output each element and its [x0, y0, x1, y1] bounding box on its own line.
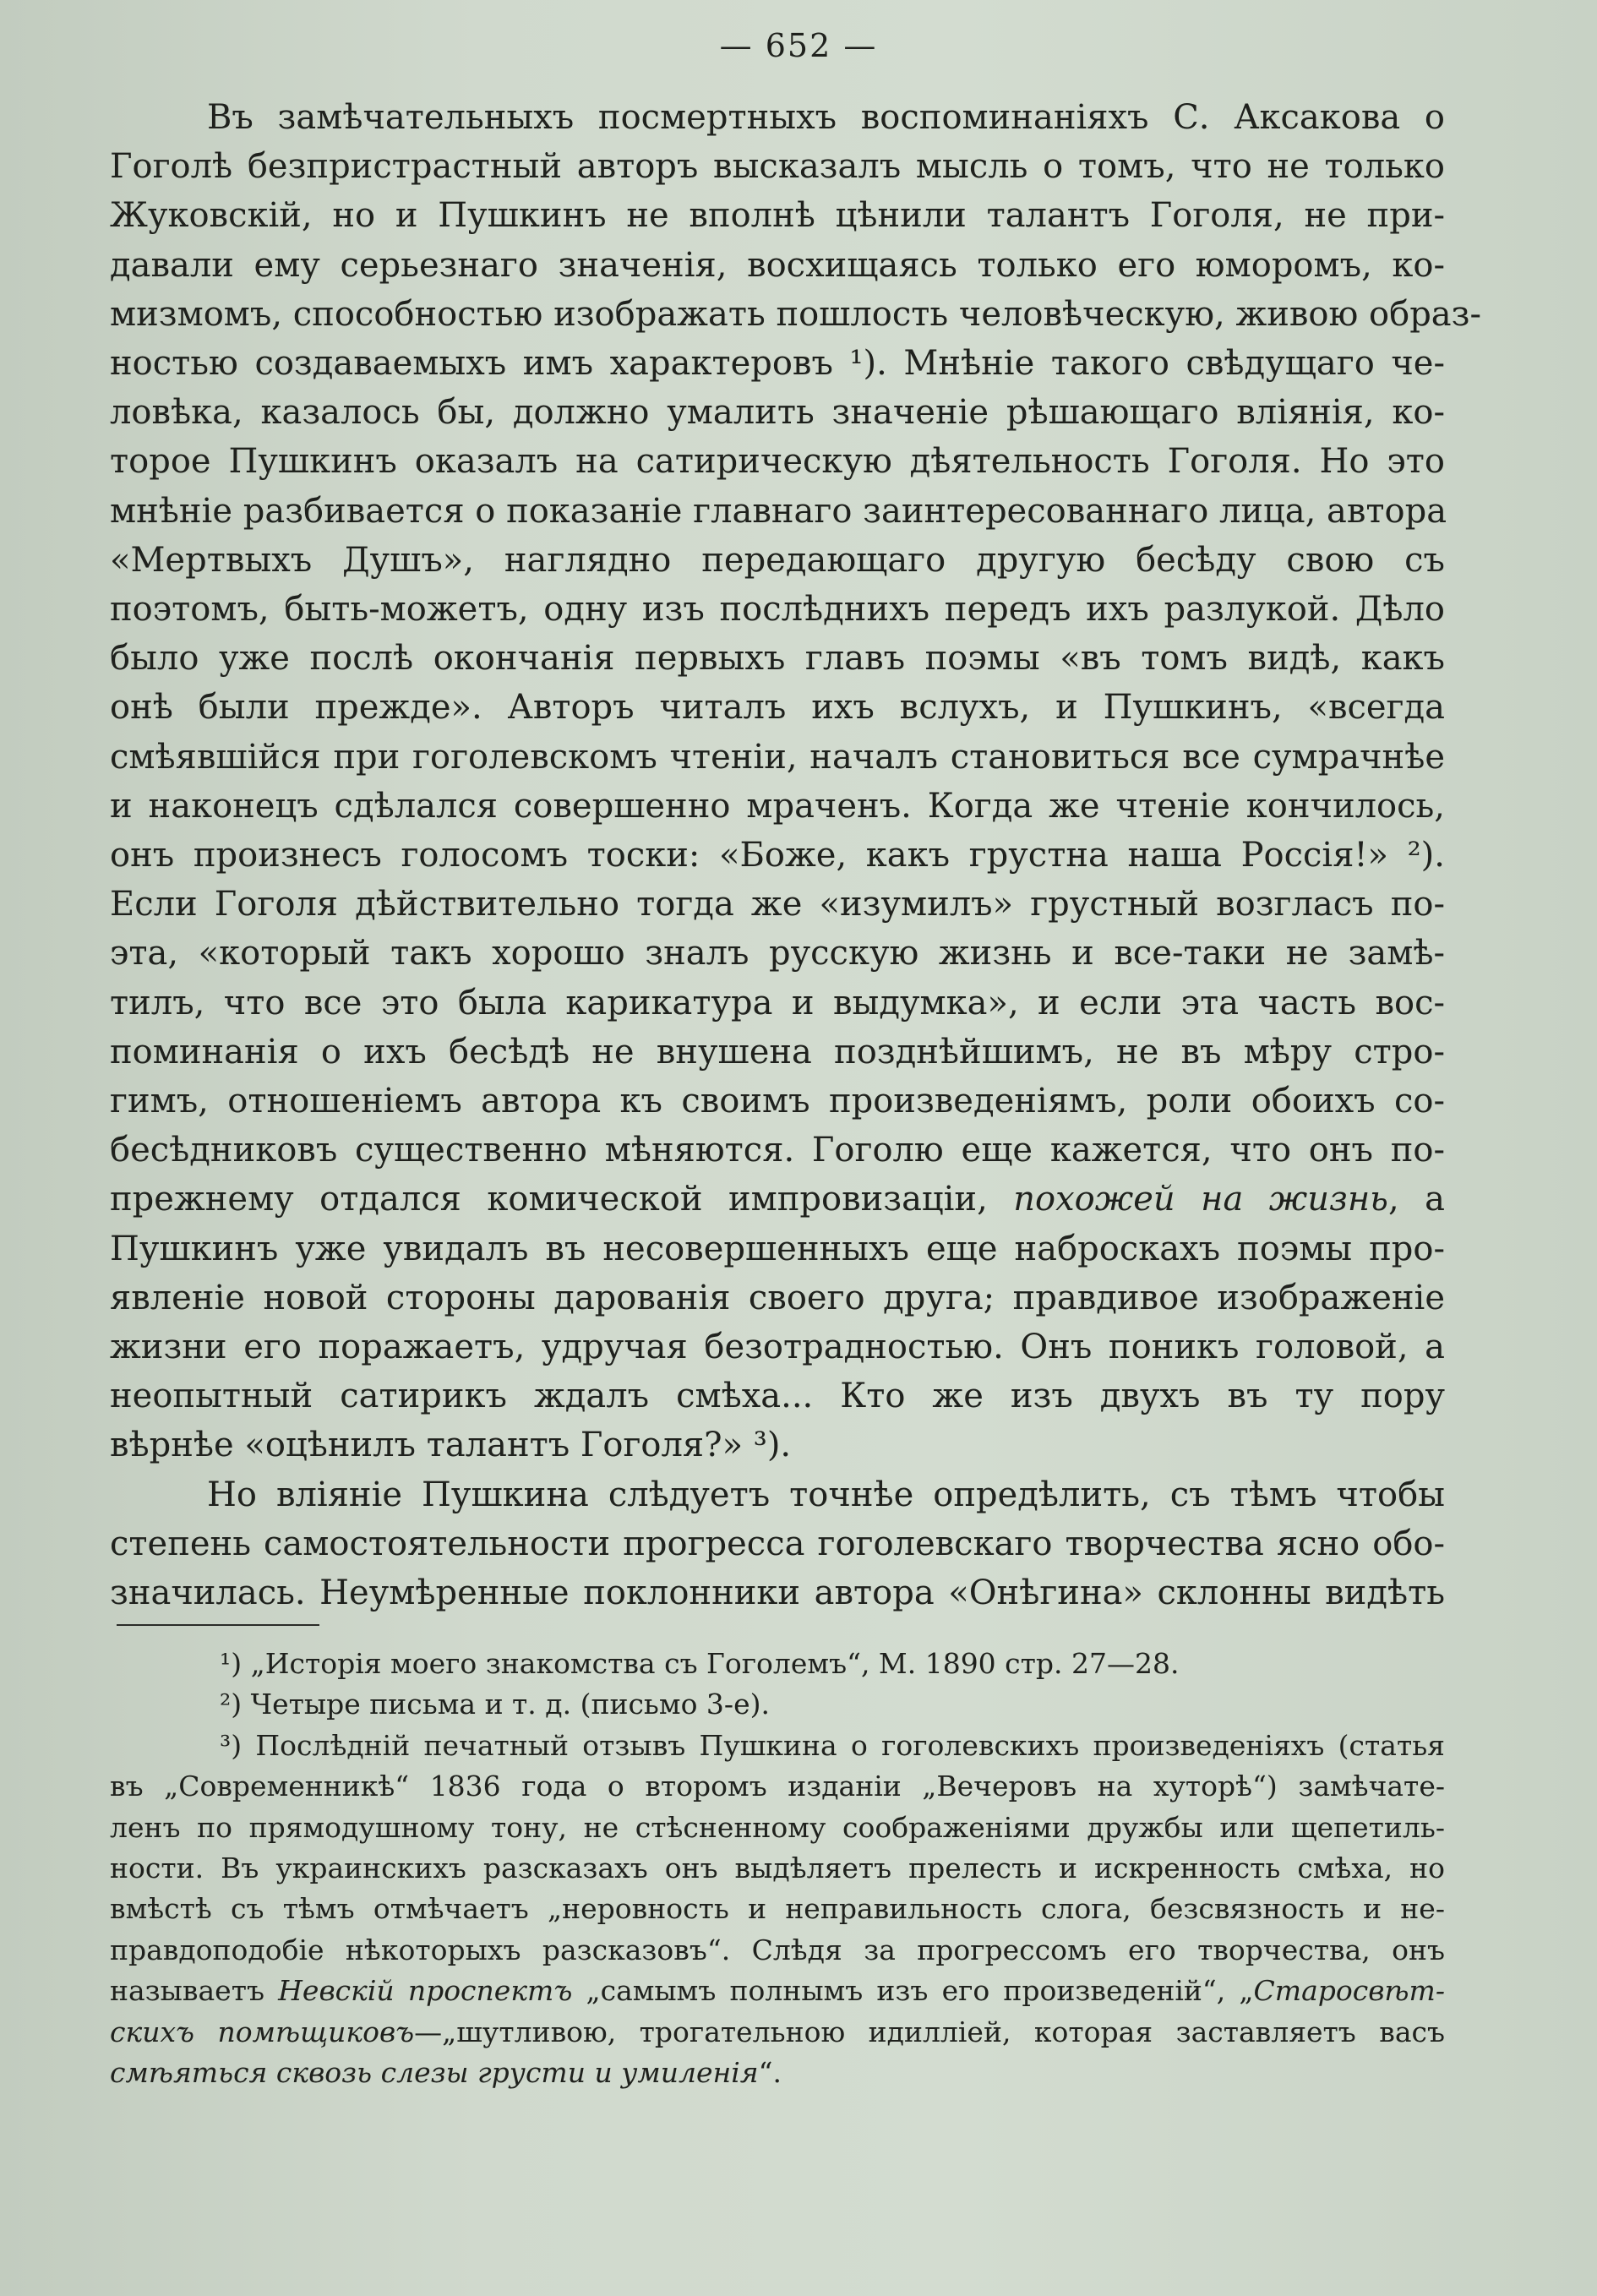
text-line: Гоголѣ безпристрастный авторъ высказалъ мысль о томъ, что не только: [110, 147, 1445, 187]
text-line: поминанія о ихъ бесѣдѣ не внушена позднѣйшимъ, не въ мѣру стро-: [110, 1032, 1445, 1072]
footnote-3-line: [110, 2053, 1445, 2093]
text-line: жизни его поражаетъ, удручая безотрадностью. Онъ поникъ головой, а: [110, 1328, 1445, 1367]
footnote-3-line: ³) Послѣдній печатный отзывъ Пушкина о гоголевскихъ произведеніяхъ (статья: [220, 1728, 1445, 1762]
text-line: мизмомъ, способностью изображать пошлость человѣческую, живою образ-: [110, 294, 1481, 334]
text-line: онъ произнесъ голосомъ тоски: «Боже, какъ грустна наша Россія!» ²).: [110, 836, 1445, 875]
footnote-divider: [117, 1624, 319, 1626]
text-fragment: называетъ: [110, 1974, 264, 2008]
text-line: «Мертвыхъ Душъ», наглядно передающаго другую бесѣду свою съ: [110, 540, 1445, 580]
text-line: мнѣніе разбивается о показаніе главнаго заинтересованнаго лица, автора: [110, 491, 1447, 531]
footnote-3-line: вмѣстѣ съ тѣмъ отмѣчаетъ „неровность и неправильность слога, безсвязность и не-: [110, 1892, 1445, 1926]
italic-title: скихъ помѣщиковъ: [110, 2015, 415, 2048]
text-line: Если Гоголя дѣйствительно тогда же «изумилъ» грустный возгласъ по-: [110, 885, 1445, 924]
italic-phrase: похожей на жизнь: [1013, 1180, 1388, 1219]
text-fragment: прежнему отдался комической импровизаціи,: [110, 1180, 988, 1219]
footnote-3-line: въ „Современникѣ“ 1836 года о второмъ изданіи „Вечеровъ на хуторѣ“) замѣчате-: [110, 1770, 1445, 1803]
text-line: вѣрнѣе «оцѣнилъ талантъ Гоголя?» ³).: [110, 1426, 792, 1465]
text-fragment: —„шутливою, трогательною идилліей, которая заставляетъ васъ: [414, 2015, 1445, 2048]
footnote-3-line: [110, 2012, 1445, 2053]
text-line: явленіе новой стороны дарованія своего друга; правдивое изображеніе: [110, 1278, 1445, 1317]
footnote-3-line: [110, 1971, 1445, 2011]
footnote-3-line: ленъ по прямодушному тону, не стѣсненному соображеніями дружбы или щепетиль-: [110, 1810, 1445, 1844]
text-line: ловѣка, казалось бы, должно умалить значеніе рѣшающаго вліянія, ко-: [110, 393, 1445, 433]
text-line: ностью создаваемыхъ имъ характеровъ ¹). Мнѣніе такого свѣдущаго че-: [110, 344, 1445, 384]
text-line: Жуковскій, но и Пушкинъ не вполнѣ цѣнили талантъ Гоголя, не при-: [110, 196, 1445, 236]
text-fragment: “.: [758, 2056, 782, 2090]
text-line: и наконецъ сдѣлался совершенно мраченъ. Когда же чтеніе кончилось,: [110, 786, 1445, 826]
page-number: — 652 —: [719, 27, 878, 64]
text-line: тилъ, что все это была карикатура и выдумка», и если эта часть вос-: [110, 983, 1445, 1023]
italic-title: Невскій проспектъ: [278, 1974, 573, 2008]
text-line: было уже послѣ окончанія первыхъ главъ поэмы «въ томъ видѣ, какъ: [110, 639, 1445, 679]
footnote-1: ¹) „Исторія моего знакомства съ Гоголемъ“, М. 1890 стр. 27—28.: [220, 1647, 1180, 1680]
text-line: Пушкинъ уже увидалъ въ несовершенныхъ еще наброскахъ поэмы про-: [110, 1229, 1445, 1268]
text-line: неопытный сатирикъ ждалъ смѣха... Кто же изъ двухъ въ ту пору: [110, 1377, 1445, 1416]
italic-quote: смѣяться сквозь слезы грусти и умиленія: [110, 2056, 759, 2090]
text-line: поэтомъ, быть-можетъ, одну изъ послѣднихъ передъ ихъ разлукой. Дѣло: [110, 590, 1445, 630]
text-line: смѣявшійся при гоголевскомъ чтеніи, началъ становиться все сумрачнѣе: [110, 737, 1445, 777]
footnote-3-line: ности. Въ украинскихъ разсказахъ онъ выдѣляетъ прелесть и искренность смѣха, но: [110, 1852, 1445, 1885]
footnote-2: ²) Четыре письма и т. д. (письмо 3-е).: [220, 1688, 770, 1721]
text-line: гимъ, отношеніемъ автора къ своимъ произведеніямъ, роли обоихъ со-: [110, 1082, 1445, 1121]
text-fragment: „самымъ полнымъ изъ его произведеній“, „: [586, 1974, 1254, 2008]
main-text: [110, 93, 1481, 1617]
text-line: Но вліяніе Пушкина слѣдуетъ точнѣе опредѣлить, съ тѣмъ чтобы: [207, 1475, 1445, 1514]
text-line: [110, 1175, 1445, 1224]
text-fragment: , а: [1387, 1180, 1445, 1219]
text-line: торое Пушкинъ оказалъ на сатирическую дѣятельность Гоголя. Но это: [110, 442, 1445, 482]
text-line: онѣ были прежде». Авторъ читалъ ихъ вслухъ, и Пушкинъ, «всегда: [110, 688, 1445, 728]
footnote-3-line: правдоподобіе нѣкоторыхъ разсказовъ“. Слѣдя за прогрессомъ его творчества, онъ: [110, 1933, 1445, 1966]
italic-title: Старосвѣт-: [1253, 1974, 1445, 2008]
text-line: бесѣдниковъ существенно мѣняются. Гоголю еще кажется, что онъ по-: [110, 1131, 1445, 1170]
text-line: давали ему серьезнаго значенія, восхищаясь только его юморомъ, ко-: [110, 245, 1445, 285]
text-line: значилась. Неумѣренные поклонники автора «Онѣгина» склонны видѣть: [110, 1573, 1445, 1613]
text-line: эта, «который такъ хорошо зналъ русскую жизнь и все-таки не замѣ-: [110, 934, 1445, 973]
text-line: Въ замѣчательныхъ посмертныхъ воспоминаніяхъ С. Аксакова о: [207, 98, 1445, 137]
text-line: степень самостоятельности прогресса гоголевскаго творчества ясно обо-: [110, 1524, 1445, 1563]
footnotes: [110, 1644, 1445, 2093]
